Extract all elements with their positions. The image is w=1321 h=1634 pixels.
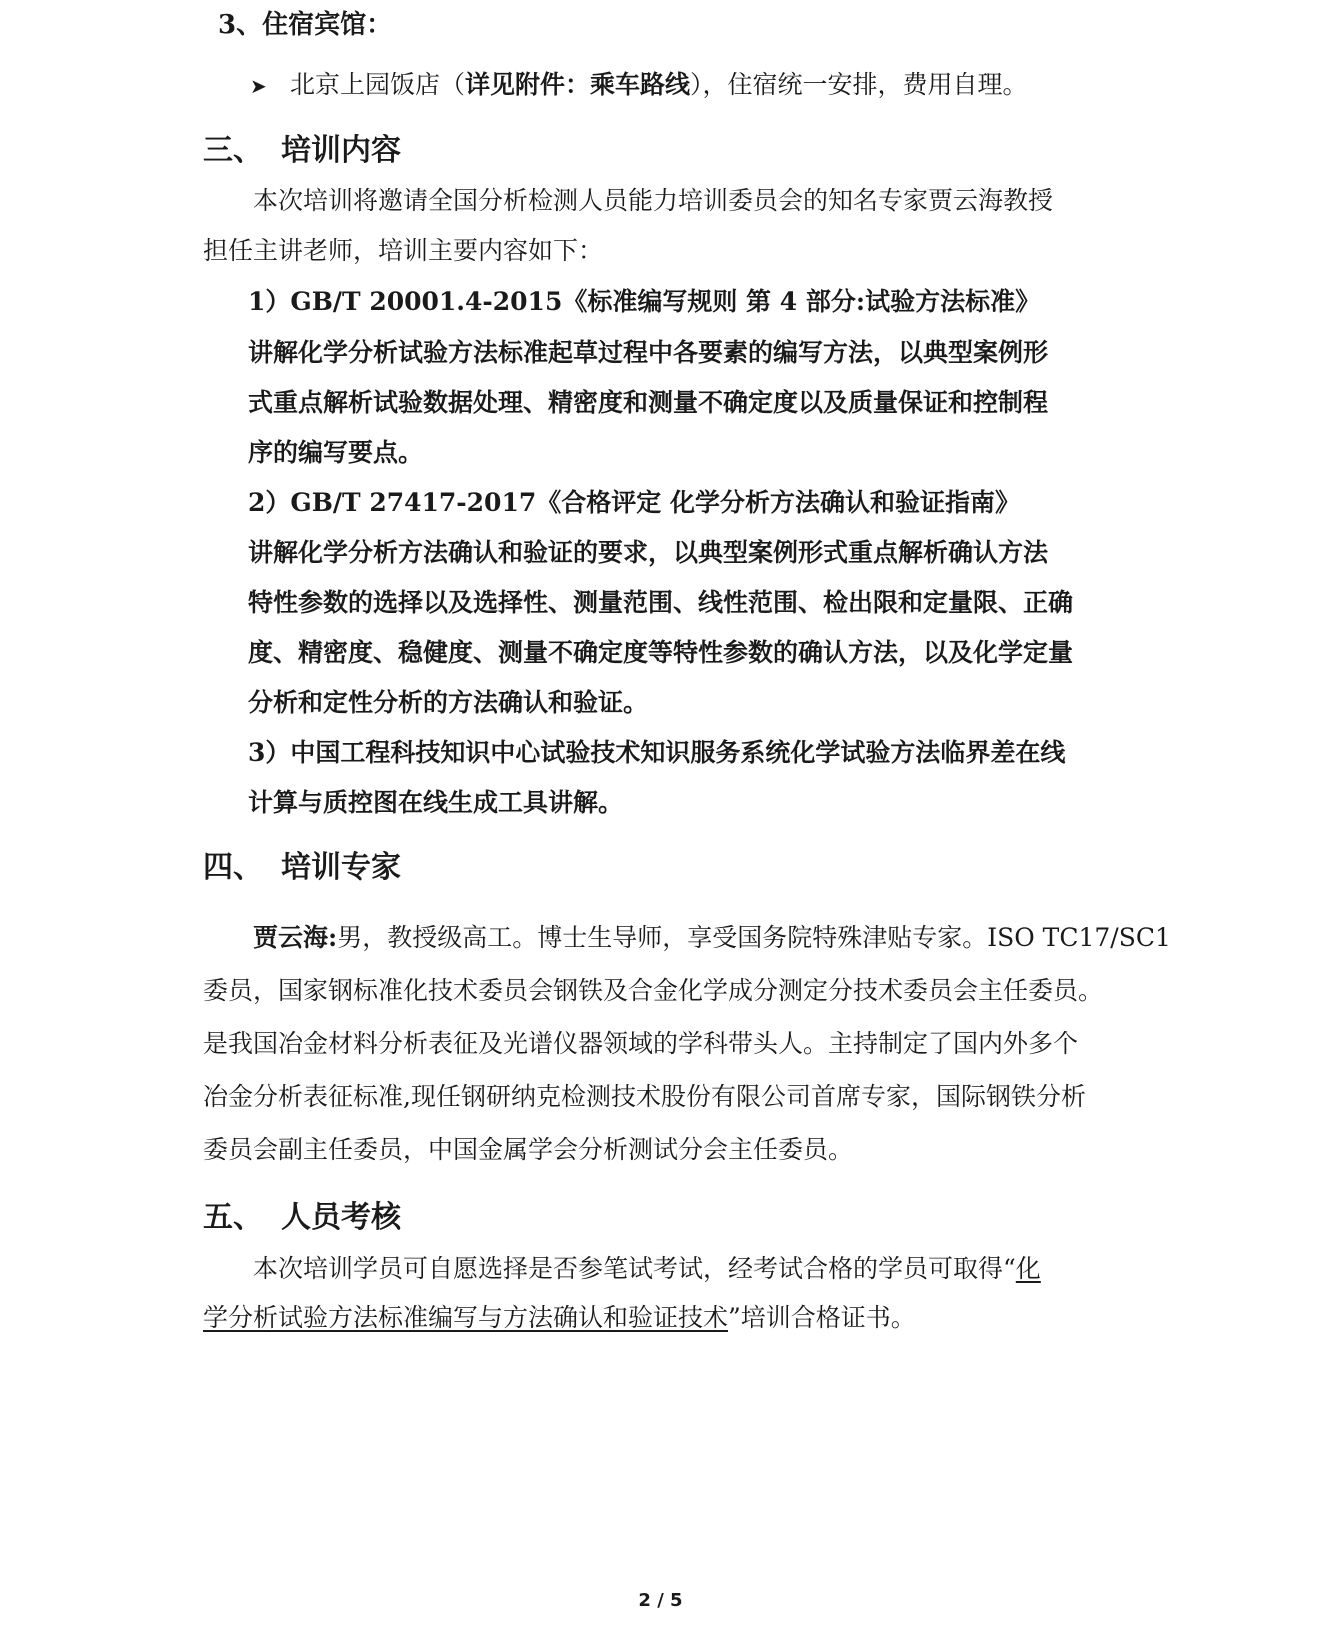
expert-bio-line: 委员，国家钢标准化技术委员会钢铁及合金化学成分测定分技术委员会主任委员。 (203, 976, 1104, 1005)
expert-bio-line: 委员会副主任委员，中国金属学会分析测试分会主任委员。 (203, 1135, 854, 1164)
item-line: 分析和定性分析的方法确认和验证。 (248, 688, 649, 717)
expert-bio-line: 是我国冶金材料分析表征及光谱仪器领域的学科带头人。主持制定了国内外多个 (203, 1029, 1079, 1058)
item-line: 讲解化学分析试验方法标准起草过程中各要素的编写方法，以典型案例形 (248, 338, 1049, 367)
section-heading-experts: 四、 培训专家 (203, 850, 401, 885)
paragraph-line: 担任主讲老师，培训主要内容如下： (203, 236, 604, 265)
item-line: 度、精密度、稳健度、测量不确定度等特性参数的确认方法，以及化学定量 (248, 638, 1074, 667)
item-heading: 2）GB/T 27417-2017《合格评定 化学分析方法确认和验证指南》 (248, 488, 1020, 517)
item-line: 式重点解析试验数据处理、精密度和测量不确定度以及质量保证和控制程 (248, 388, 1049, 417)
expert-name: 贾云海: (253, 923, 338, 952)
item-heading: 1）GB/T 20001.4-2015《标准编写规则 第 4 部分:试验方法标准》 (248, 287, 1041, 316)
item-line: 讲解化学分析方法确认和验证的要求，以典型案例形式重点解析确认方法 (248, 538, 1049, 567)
paragraph-line: 本次培训将邀请全国分析检测人员能力培训委员会的知名专家贾云海教授 (253, 186, 1054, 215)
assessment-line: 本次培训学员可自愿选择是否参笔试考试，经考试合格的学员可取得“化 (253, 1254, 1041, 1283)
section-heading-assessment: 五、 人员考核 (203, 1200, 401, 1235)
item-line: 序的编写要点。 (248, 438, 424, 467)
assessment-line: 学分析试验方法标准编写与方法确认和验证技术”培训合格证书。 (203, 1303, 916, 1332)
accommodation-bullet: ➤ 北京上园饭店（详见附件：乘车路线），住宿统一安排，费用自理。 (250, 70, 1028, 99)
accommodation-title: 3、住宿宾馆： (218, 10, 393, 40)
certificate-name: 学分析试验方法标准编写与方法确认和验证技术 (203, 1303, 729, 1332)
section-heading-training-content: 三、 培训内容 (203, 133, 401, 168)
item-line: 3）中国工程科技知识中心试验技术知识服务系统化学试验方法临界差在线 (248, 738, 1066, 767)
expert-bio-line: 贾云海:男，教授级高工。博士生导师，享受国务院特殊津贴专家。ISO TC17/SC1 (253, 923, 1171, 952)
item-line: 计算与质控图在线生成工具讲解。 (248, 788, 624, 817)
expert-bio-line: 冶金分析表征标准,现任钢研纳克检测技术股份有限公司首席专家，国际钢铁分析 (203, 1082, 1086, 1111)
item-line: 特性参数的选择以及选择性、测量范围、线性范围、检出限和定量限、正确 (248, 588, 1074, 617)
arrow-bullet-icon: ➤ (250, 74, 267, 98)
page-number: 2 / 5 (638, 1590, 683, 1611)
